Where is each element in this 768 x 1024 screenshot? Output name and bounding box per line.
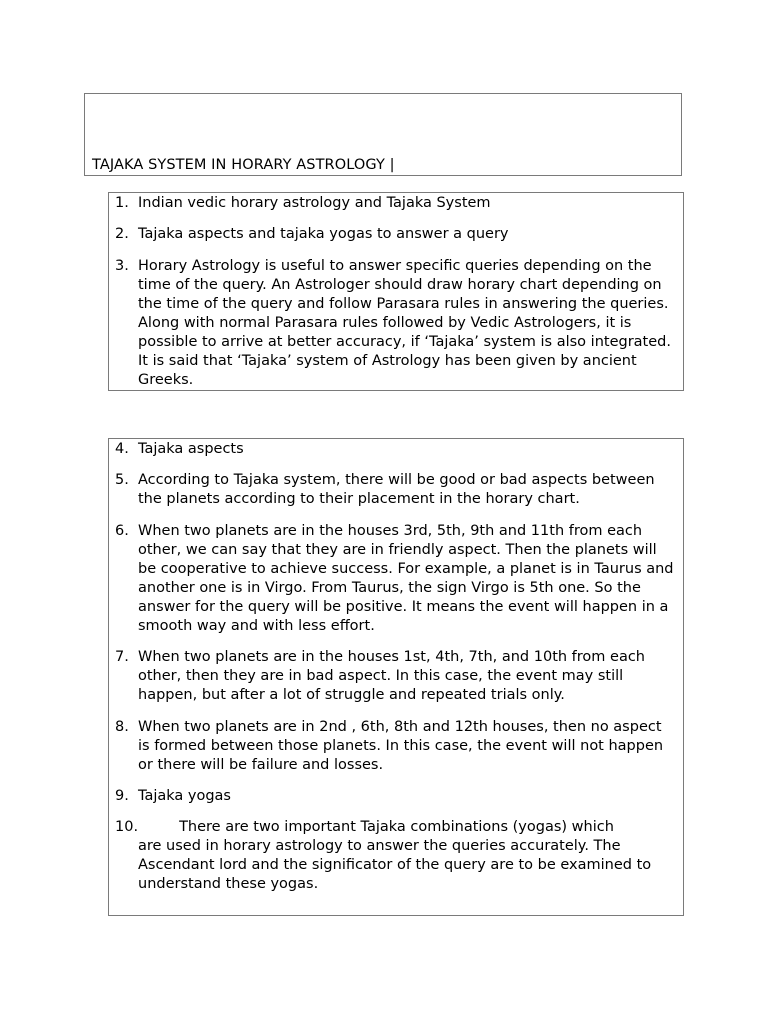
list-item-number: 10. [115,819,139,836]
section-box-aspects [108,438,684,916]
list-item [115,787,677,806]
list-item [115,257,677,390]
list-item [115,225,677,244]
list-item-text: are used in horary astrology to answer the queries accurately. The Ascendant lord and the significator of the query are to be examined to understand these yogas. [138,838,652,893]
list-item-text: When two planets are in 2nd , 6th, 8th and 12th houses, then no aspect is formed between those planets. In this case, the event will not happen or there will be failure and losses. [138,718,664,773]
list-item-text-first-line: There are two important Tajaka combinations (yogas) which [179,819,614,836]
list-item-body [115,818,677,894]
list-item-number: 4. [115,441,129,457]
section-box-intro [108,192,684,391]
list-item [115,718,677,775]
list-item-text: Indian vedic horary astrology and Tajaka System [138,195,491,211]
list-item [115,194,677,213]
list-item [115,818,677,894]
list-item [115,648,677,705]
list-item [115,440,677,459]
document-title: TAJAKA SYSTEM IN HORARY ASTROLOGY | [92,157,395,173]
list-item-text: Tajaka yogas [138,787,231,804]
list-item-number: 7. [115,649,129,666]
list-item-text: According to Tajaka system, there will be good or bad aspects between the planets according to their placement in the horary chart. [138,472,655,508]
list-item-number: 6. [115,522,129,539]
list-item-text: Horary Astrology is useful to answer specific queries depending on the time of the query. An Astrologer should draw horary chart depending on the time of the query and follow Parasara rules in answering the queries. Along with normal Parasara rules followed by Vedic Astrologers, it is possible to arrive at better accuracy, if ‘Tajaka’ system is also integrated. It is said that ‘Tajaka’ system of Astrology has been given by ancient Greeks. [138,257,671,388]
list-item [115,522,677,636]
list-item-text: When two planets are in the houses 3rd, 5th, 9th and 11th from each other, we can say that they are in friendly aspect. Then the planets will be cooperative to achieve success. For example, a planet is in Taurus and another one is in Virgo. From Taurus, the sign Virgo is 5th one. So the answer for the query will be positive. It means the event will happen in a smooth way and with less effort. [138,522,674,634]
list-item-text: When two planets are in the houses 1st, 4th, 7th, and 10th from each other, then they are in bad aspect. In this case, the event may still happen, but after a lot of struggle and repeated trials only. [138,649,645,704]
list-item-text: Tajaka aspects and tajaka yogas to answer a query [138,226,509,243]
list-item [115,471,677,509]
list-item-number: 3. [115,257,129,274]
list-item-number: 9. [115,787,129,804]
list-item-number: 1. [115,195,129,211]
title-box [84,93,682,176]
list-item-number: 8. [115,718,129,735]
list-item-number: 5. [115,472,129,489]
list-item-text: Tajaka aspects [138,441,244,457]
list-item-number: 2. [115,226,129,243]
